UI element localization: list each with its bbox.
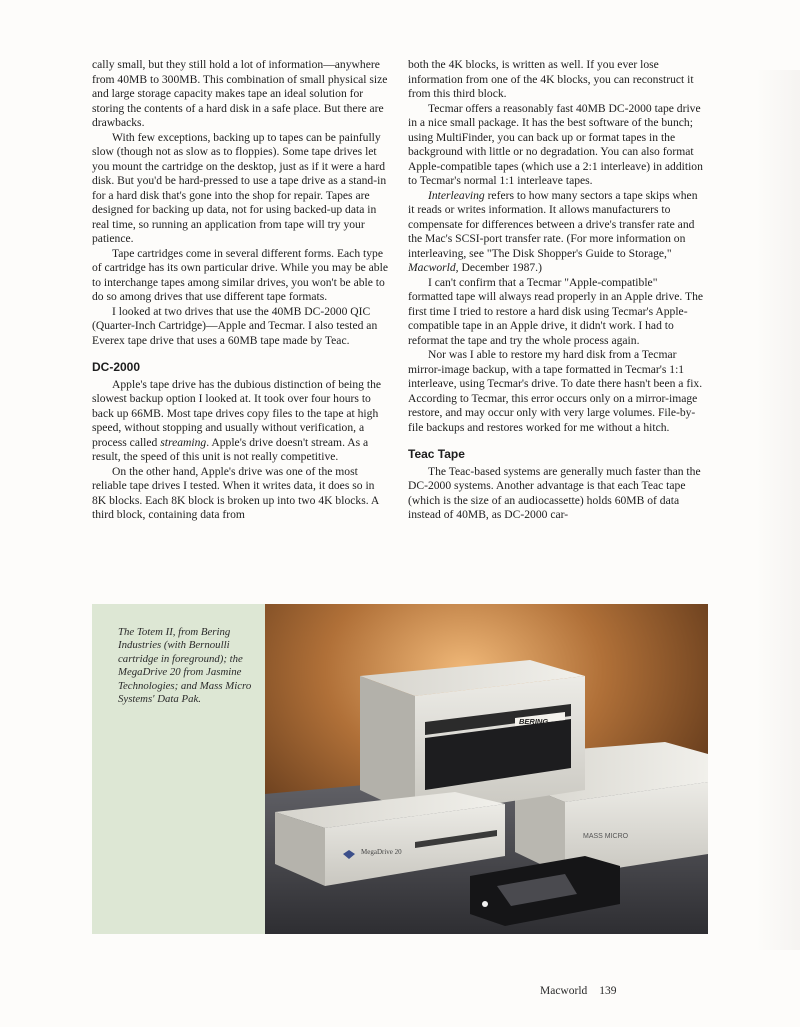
figure-panel [92,604,708,934]
emphasis-interleaving: Interleaving [428,188,485,202]
body-paragraph: On the other hand, Apple's drive was one of the most reliable tape drives I tested. When it writes data, it does so in 8K blocks. Each 8K block is broken up into two 4K blocks. A third block, containing data from [92,464,379,521]
bering-totem-drive [360,660,585,816]
emphasis-macworld: Macworld, [408,261,459,274]
megadrive-label: MegaDrive 20 [361,848,402,856]
body-paragraph: Tape cartridges come in several different forms. Each type of cartridge has its own particular drive. While you may be able to interchange tapes among similar drives, you won't be able to do so among drives that use different tape formats. [92,246,388,303]
page-footer [540,985,629,997]
cartridge-dot-icon [482,901,488,907]
text-run: December 1987.) [458,261,542,274]
product-photo-illustration [265,604,708,934]
body-paragraph [92,378,388,465]
right-column [408,58,704,523]
product-photo [265,604,708,934]
body-paragraph: I can't confirm that a Tecmar "Apple-compatible" formatted tape will always read properly in an Apple drive. The first time I tried to restore a hard disk using Tecmar's Apple-compatible tape in an Apple drive, it didn't work. I had to reformat the tape and try the whole process again. [408,275,704,347]
text-run: . Apple's drive doesn't stream. As a result, the speed of this unit is not really competitive. [92,435,369,463]
body-paragraph: With few exceptions, backing up to tapes can be painfully slow (though not as slow as to floppies). Some tape drives let you mount the cartridge on the desktop, just as if it were a hard disk. But you'd be hard-pressed to use a tape drive as a stand-in for a hard disk that's gone into the shop for repair. Tapes are designed for backing up data, not for using backed-up data in real time, so running an application from tape will try your patience. [92,130,387,245]
text-run: Apple's tape drive has the dubious distinction of being the slowest backup option I looked at. It took over four hours to back up 66MB. Most tape drives copy files to the tape at high speed, without stopping and usually without verification, a process called [92,377,382,449]
body-paragraph: cally small, but they still hold a lot of information—anywhere from 40MB to 300MB. This combination of small physical size and large storage capacity makes tape an ideal solution for storing the contents of a hard disk in a safe place. But there are drawbacks. [92,58,388,129]
subhead-teac-tape: Teac Tape [408,447,465,461]
body-paragraph: I looked at two drives that use the 40MB DC-2000 QIC (Quarter-Inch Cartridge)—Apple and Tecmar. I also tested an Everex tape drive that uses a 60MB tape made by Teac. [92,304,378,347]
body-paragraph: both the 4K blocks, is written as well. If you ever lose information from one of the 4K blocks, you can reconstruct it from this third block. [408,58,694,100]
page-number: 139 [599,985,617,997]
mass-micro-label: MASS MICRO [583,833,629,840]
body-paragraph: Tecmar offers a reasonably fast 40MB DC-2000 tape drive in a nice small package. It has the best software of the bunch; using MultiFinder, you can back up or format tapes in the background with little or no degradation. You can also format Apple-compatible tapes (which use a 2:1 interleave) in addition to Tecmar's normal 1:1 interleave tapes. [408,101,703,187]
body-paragraph: The Teac-based systems are generally much faster than the DC-2000 systems. Another advantage is that each Teac tape (which is the size of an audiocassette) holds 60MB of data instead of 40MB, as DC-2000 car- [408,464,701,521]
body-paragraph [408,189,704,276]
figure-caption: The Totem II, from Bering Industries (with Bernoulli cartridge in foreground); the MegaDrive 20 from Jasmine Technologies; and Mass Micro Systems' Data Pak. [118,626,252,706]
left-column [92,58,388,523]
text-run: refers to how many sectors a tape skips when it reads or writes information. It allows manufacturers to compensate for differences between a drive's transfer rate and the Mac's SCSI-port transfer rate. (For more information on interleaving, see "The Disk Shopper's Guide to Storage," [408,188,698,260]
magazine-name: Macworld [540,985,588,997]
subhead-dc2000: DC-2000 [92,360,141,374]
bering-label: BERING [519,717,549,726]
emphasis-streaming: streaming [160,435,207,449]
body-paragraph: Nor was I able to restore my hard disk from a Tecmar mirror-image backup, with a tape formatted in Tecmar's 1:1 interleave, using Tecmar's drive. To date there hasn't been a fix. According to Tecmar, this error occurs only on a mirror-image restore, and may occur only with very large volumes. File-by-file backups and restores worked for me without a hitch. [408,348,703,434]
page-edge-shadow [756,70,800,950]
